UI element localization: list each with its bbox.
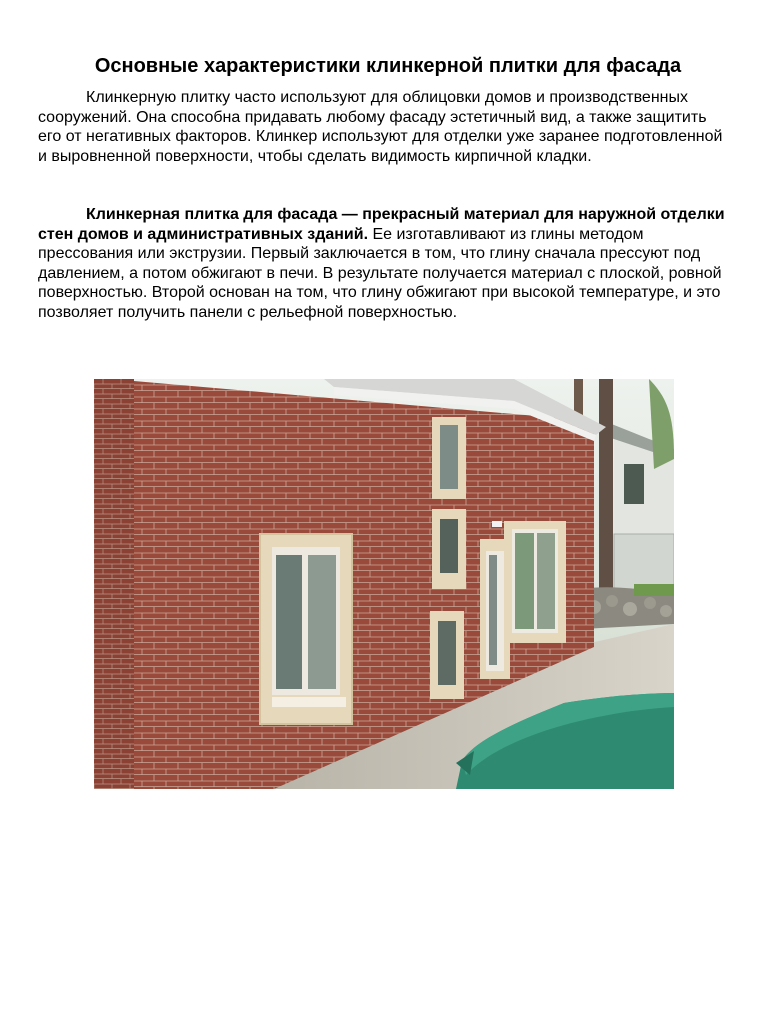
paragraph-intro-text: Клинкерную плитку часто используют для облицовки домов и производственных сооружений. Она способна придавать любому фасаду эстетичный вид, а также защитить его от негативных факторов. Клинкер используют для отделки уже заранее подготовленной и выровненной поверхности, чтобы сделать видимость кирпичной кладки. xyxy=(38,89,723,165)
paragraph-details-text: Ее изготавливают из глины методом прессования или экструзии. Первый заключается в том, что глину сначала прессуют под давлением, а потом обжигают в печи. В результате получается материал с плоской, ровной поверхностью. Второй основан на том, что глину обжигают при высокой температуре, и это позволяет получить панели с рельефной поверхностью. xyxy=(38,225,722,321)
paragraph-intro xyxy=(38,88,732,166)
paragraph-details-lead: Клинкерная плитка для фасада — прекрасный материал для наружной отделки стен домов и административных зданий. xyxy=(38,206,725,243)
facade-photo xyxy=(94,379,674,789)
paragraph-details xyxy=(38,205,732,322)
facade-photo-illustration xyxy=(94,379,674,789)
page-title: Основные характеристики клинкерной плитки для фасада xyxy=(94,55,682,77)
